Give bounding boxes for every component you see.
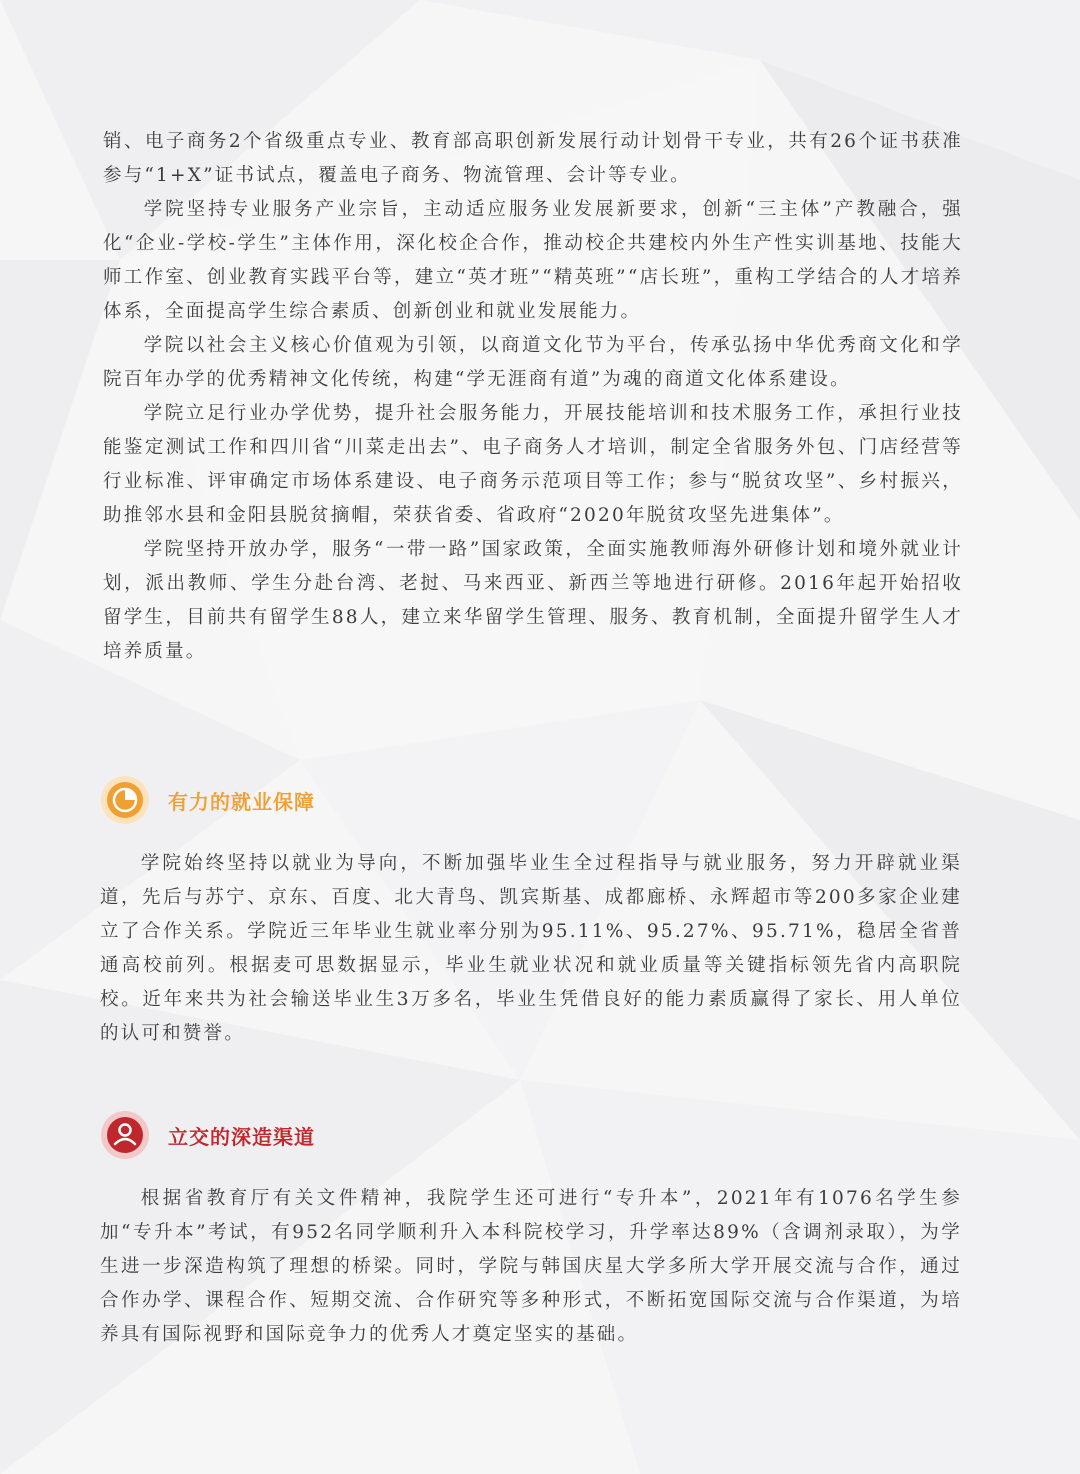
intro-paragraph-3: 学院以社会主义核心价值观为引领，以商道文化节为平台，传承弘扬中华优秀商文化和学院百年办学的优秀精神文化传统，构建“学无涯商有道”为魂的商道文化体系建设。 [103, 335, 963, 390]
further-study-paragraph: 根据省教育厅有关文件精神，我院学生还可进行“专升本”，2021年有1076名学生参加“专升本”考试，有952名同学顺利升入本科院校学习，升学率达89%（含调剂录取），为学生进一步深造构筑了理想的桥梁。同时，学院与韩国庆星大学多所大学开展交流与合作，通过合作办学、课程合作、短期交流、合作研究等多种形式，不断拓宽国际交流与合作渠道，为培养具有国际视野和国际竞争力的优秀人才奠定坚实的基础。 [100, 1188, 962, 1345]
person-icon [100, 1110, 150, 1160]
intro-paragraph-4: 学院立足行业办学优势，提升社会服务能力，开展技能培训和技术服务工作，承担行业技能鉴定测试工作和四川省“川菜走出去”、电子商务人才培训，制定全省服务外包、门店经营等行业标准、评审确定市场体系建设、电子商务示范项目等工作；参与“脱贫攻坚”、乡村振兴，助推邻水县和金阳县脱贫摘帽，荣获省委、省政府“2020年脱贫攻坚先进集体”。 [103, 403, 963, 526]
further-study-section [100, 1110, 962, 1352]
intro-paragraph-2: 学院坚持专业服务产业宗旨，主动适应服务业发展新要求，创新“三主体”产教融合，强化“企业-学校-学生”主体作用，深化校企合作，推动校企共建校内外生产性实训基地、技能大师工作室、创业教育实践平台等，建立“英才班”“精英班”“店长班”，重构工学结合的人才培养体系，全面提高学生综合素质、创新创业和就业发展能力。 [103, 199, 963, 322]
intro-section [103, 125, 963, 669]
employment-paragraph: 学院始终坚持以就业为导向，不断加强毕业生全过程指导与就业服务，努力开辟就业渠道，先后与苏宁、京东、百度、北大青鸟、凯宾斯基、成都廊桥、永辉超市等200多家企业建立了合作关系。学院近三年毕业生就业率分别为95.11%、95.27%、95.71%，稳居全省普通高校前列。根据麦可思数据显示，毕业生就业状况和就业质量等关键指标领先省内高职院校。近年来共为社会输送毕业生3万多名，毕业生凭借良好的能力素质赢得了家长、用人单位的认可和赞誉。 [100, 853, 962, 1044]
intro-paragraph-5: 学院坚持开放办学，服务“一带一路”国家政策，全面实施教师海外研修计划和境外就业计划，派出教师、学生分赴台湾、老挝、马来西亚、新西兰等地进行研修。2016年起开始招收留学生，目前共有留学生88人，建立来华留学生管理、服务、教育机制，全面提升留学生人才培养质量。 [103, 539, 963, 662]
further-study-title: 立交的深造渠道 [168, 1124, 315, 1149]
pie-chart-icon [100, 775, 150, 825]
employment-header [100, 775, 962, 825]
employment-section [100, 775, 962, 1051]
employment-title: 有力的就业保障 [168, 789, 315, 814]
further-study-header [100, 1110, 962, 1160]
intro-paragraph-1: 销、电子商务2个省级重点专业、教育部高职创新发展行动计划骨干专业，共有26个证书获准参与“1+X”证书试点，覆盖电子商务、物流管理、会计等专业。 [103, 131, 963, 186]
